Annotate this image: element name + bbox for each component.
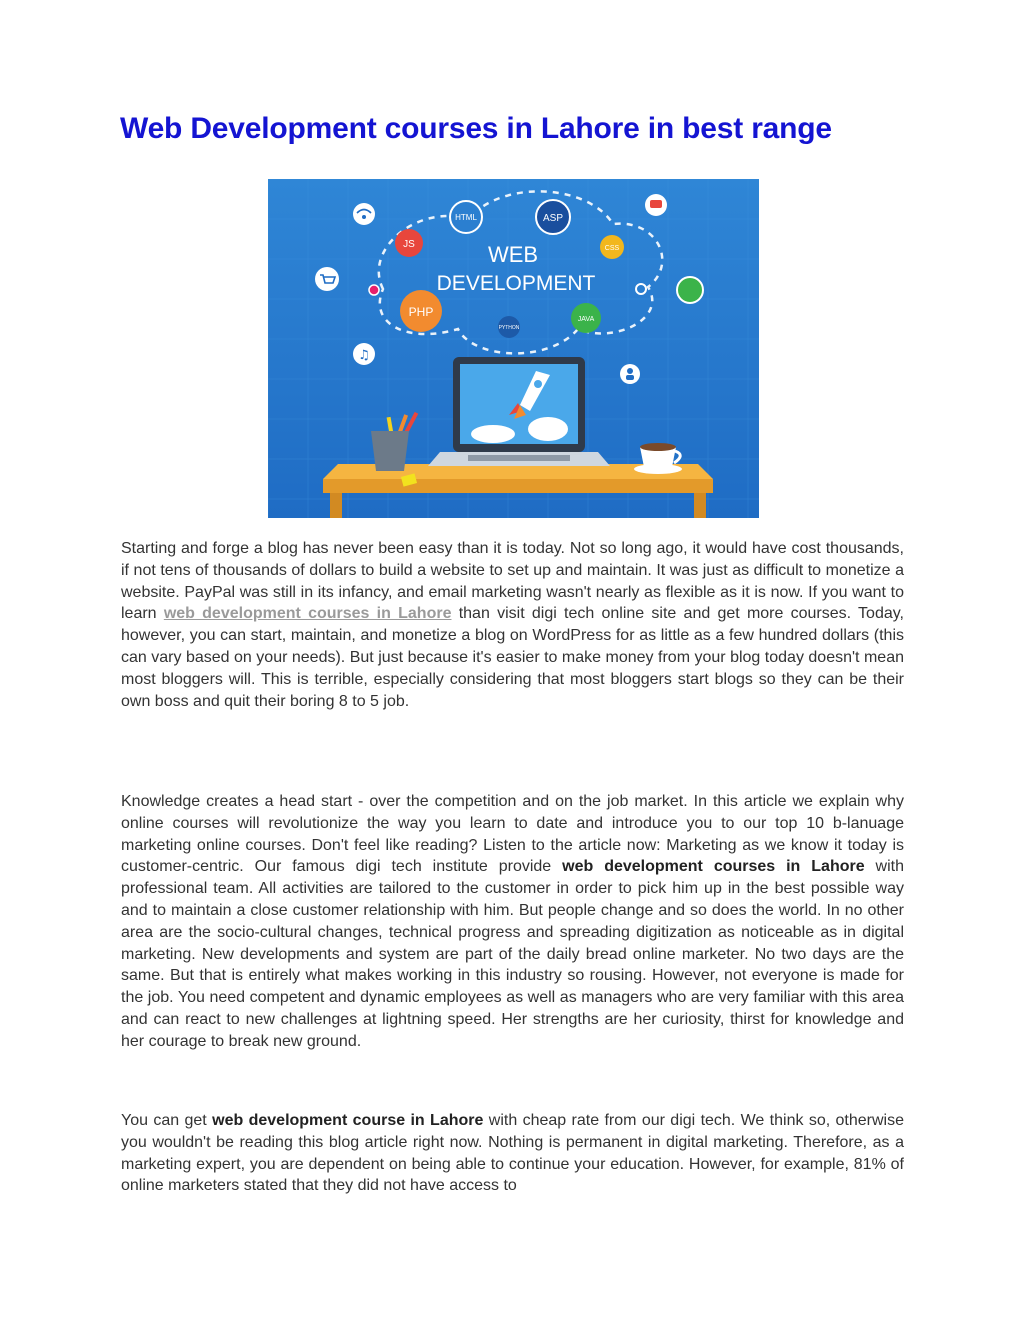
- paragraph-knowledge: Knowledge creates a head start - over the competition and on the job market. In this article we explain why online courses will revolutionize the way you learn to date and introduce you to our top 10 b-lanuage marketing online courses. Don't feel like reading? Listen to the article now: Marketing as we know it today is customer-centric. Our famous digi tech institute provide web development courses in Lahore with professional team. All activities are tailored to the customer in order to pick him up in the best possible way and to maintain a close customer relationship with him. But people change and so does the world. In no other area are the socio-cultural changes, technical progress and spreading digitization as noticeable as in digital marketing. New developments and system are part of the daily bread online marketer. No two days are the same. But that is entirely what makes working in this industry so rousing. However, not everyone is made for the job. You need competent and dynamic employees as well as managers who are very familiar with this area and can react to new challenges at lightning speed. Her strengths are her curiosity, thirst for knowledge and her courage to break new ground.: [121, 793, 904, 1050]
- python-badge: [498, 316, 520, 338]
- hero-heading-line2: DEVELOPMENT: [436, 272, 596, 295]
- svg-text:CSS: CSS: [604, 245, 620, 252]
- svg-text:PHP: PHP: [408, 305, 434, 319]
- asp-badge: [536, 200, 570, 234]
- html-badge: [450, 201, 482, 233]
- chat-icon: [645, 194, 667, 216]
- green-dot-icon: [677, 277, 703, 303]
- hero-heading-line1: WEB: [487, 242, 539, 267]
- php-badge: [400, 290, 442, 332]
- svg-text:JS: JS: [403, 239, 415, 250]
- svg-text:JAVA: JAVA: [577, 316, 595, 323]
- laptop-icon: [428, 357, 610, 466]
- web-development-illustration: [268, 179, 759, 518]
- paragraph-intro: Starting and forge a blog has never been easy than it is today. Not so long ago, it would have cost thousands, if not tens of thousands of dollars to build a website to set up and maintain. It was just as difficult to monetize a website. PayPal was still in its infancy, and email marketing wasn't nearly as flexible as it is now. If you want to learn web development courses in Lahore than visit digi tech online site and get more courses. Today, however, you can start, maintain, and monetize a blog on WordPress for as little as a few hundred dollars (this can vary based on your needs). But just because it's easier to make money from your blog today doesn't mean most bloggers will. This is terrible, especially considering that most bloggers start blogs so they can be their own boss and quit their boring 8 to 5 job.: [121, 540, 904, 710]
- cart-icon: [315, 267, 339, 291]
- user-icon: [620, 364, 640, 384]
- java-badge: [571, 303, 601, 333]
- svg-text:HTML: HTML: [455, 213, 477, 222]
- svg-text:♫: ♫: [358, 348, 370, 363]
- web-development-courses-link[interactable]: web development courses in Lahore: [163, 605, 452, 623]
- page-title: Web Development courses in Lahore in best range: [120, 112, 832, 145]
- wifi-icon: [353, 203, 375, 225]
- svg-text:PYTHON: PYTHON: [498, 325, 520, 331]
- music-icon: [353, 343, 375, 365]
- css-badge: [600, 235, 624, 259]
- js-badge: [395, 229, 423, 257]
- svg-text:ASP: ASP: [542, 213, 564, 224]
- paragraph-cheap-rate: You can get web development course in Lahore with cheap rate from our digi tech. We think so, otherwise you wouldn't be reading this blog article right now. Nothing is permanent in digital marketing. Therefore, as a marketing expert, you are dependent on being able to continue your education. However, for example, 81% of online marketers stated that they did not have access to: [121, 1112, 905, 1195]
- bold-keyword: web development courses in Lahore: [562, 858, 865, 876]
- bold-keyword: web development course in Lahore: [212, 1112, 484, 1129]
